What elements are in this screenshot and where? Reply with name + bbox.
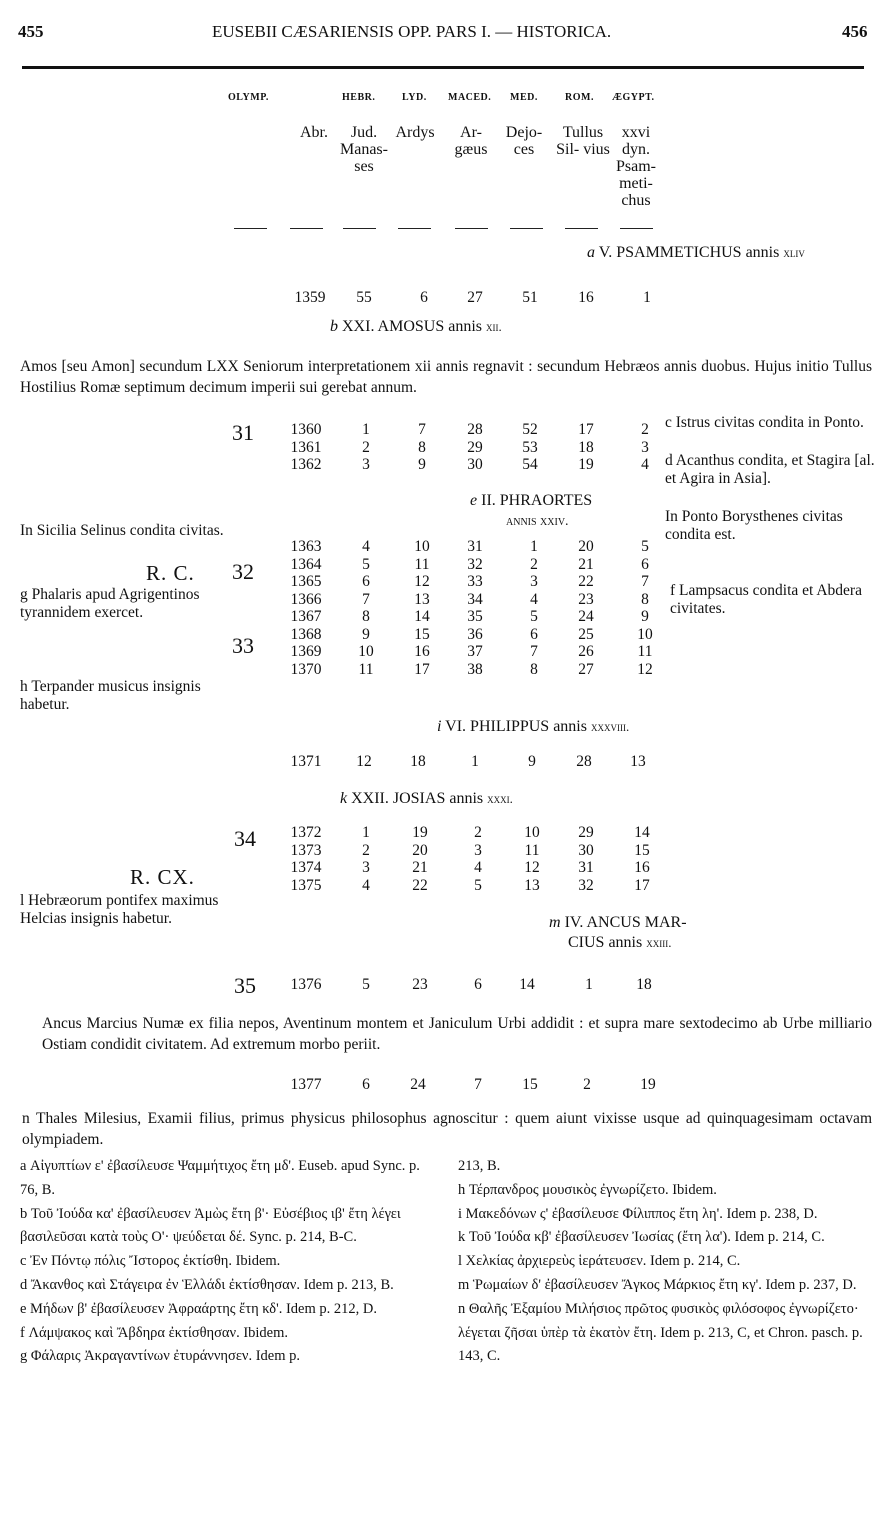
- column-head-lyd: LYD.: [402, 92, 427, 103]
- left-note-phalaris-text: g Phalaris apud Agrigentinos tyrannidem exercet.: [20, 586, 200, 621]
- paragraph-ancus: Ancus Marcius Numæ ex filia nepos, Aventinum montem et Janiculum Urbi addidit : et supra mare sextodecimo ab Urbe milliario Ostiam condidit civitatem. Ad extremum morbo periit.: [42, 1015, 872, 1053]
- footnote: d Ἄκανθος καὶ Στάγειρα ἐν Ἑλλάδι ἐκτίσθησαν. Idem p. 213, B.: [20, 1276, 394, 1293]
- footnotes-right: [458, 1155, 872, 1369]
- left-note-selinus: In Sicilia Selinus condita civitas.: [20, 522, 224, 539]
- column-ardys: 19 20 21 22: [412, 824, 428, 894]
- running-title: EUSEBII CÆSARIENSIS OPP. PARS I. — HISTORICA.: [212, 22, 612, 41]
- column-head-maced: MACED.: [448, 92, 492, 103]
- column-head-hebr: HEBR.: [342, 92, 376, 103]
- reign-years: xliv: [783, 245, 805, 260]
- table-cell: 14: [519, 976, 535, 993]
- column-rom: 29 30 31 32: [578, 824, 594, 894]
- column-maced: 31 32 33 34 35 36 37 38: [467, 538, 483, 678]
- regnum-marker: R. CX.: [130, 865, 195, 889]
- table-cell: 15: [522, 1076, 538, 1093]
- table-cell: 7: [474, 1076, 482, 1093]
- olymp-number: 34: [234, 826, 256, 851]
- note-letter: e: [470, 492, 478, 509]
- table-cell: 18: [410, 753, 426, 770]
- table-cell: 6: [362, 1076, 370, 1093]
- table-cell: 55: [356, 289, 372, 306]
- column-maced: 28 29 30: [467, 421, 483, 473]
- footnote: f Λάμψακος καὶ Ἄβδηρα ἐκτίσθησαν. Ibidem.: [20, 1324, 289, 1341]
- reign-heading-e: [470, 492, 592, 510]
- note-pontus: In Ponto Borysthenes civitas condita est.: [665, 508, 843, 543]
- note-c: c Istrus civitas condita in Ponto.: [665, 414, 864, 431]
- column-abr: 1360 1361 1362: [290, 421, 322, 473]
- reign-years: xii.: [486, 319, 502, 334]
- footnote: k Τοῦ Ἰούδα κβ' ἐβασίλευσεν Ἰωσίας (ἔτη λα'). Idem p. 214, C.: [458, 1229, 825, 1246]
- left-note-terpander: h Terpander musicus insignis habetur.: [20, 678, 201, 713]
- table-cell: 28: [576, 753, 592, 770]
- table-cell: 24: [410, 1076, 426, 1093]
- note-letter: m: [549, 914, 561, 931]
- reign-years: xxxi.: [487, 791, 513, 806]
- column-separator: [620, 228, 653, 229]
- header-rule: [22, 66, 864, 69]
- column-separator: [343, 228, 376, 229]
- regnum-marker: R. C.: [146, 561, 195, 585]
- table-cell: 1: [471, 753, 479, 770]
- column-separator: [565, 228, 598, 229]
- column-ardys: 7 8 9: [418, 421, 426, 473]
- table-cell: 51: [522, 289, 538, 306]
- page-number-left: 455: [18, 22, 44, 41]
- reign-heading-m-line2: [568, 934, 671, 952]
- sub-head-argaeus: Ar- gæus: [454, 124, 488, 158]
- footnote: a Αἰγυπτίων ε' ἐβασίλευσε Ψαμμήτιχος ἔτη μδ'. Euseb. apud Sync. p. 76, B.: [20, 1158, 420, 1198]
- olymp-number: 32: [232, 559, 254, 584]
- column-separator: [455, 228, 488, 229]
- note-f: f Lampsacus condita et Abdera civitates.: [670, 582, 862, 617]
- left-note-helcias: l Hebræorum pontifex maximus Helcias insignis habetur.: [20, 892, 219, 927]
- table-cell: 9: [528, 753, 536, 770]
- footnote: n Θαλῆς Ἐξαμίου Μιλήσιος πρῶτος φυσικὸς φιλόσοφος ἐγνωρίζετο· λέγεται ζῆσαι ὑπὲρ τὰ ἑκατὸν ἔτη. Idem p. 213, C, et Chron. pasch. p. 143, C.: [458, 1300, 863, 1365]
- column-separator: [510, 228, 543, 229]
- column-separator: [398, 228, 431, 229]
- reign-heading-k: [340, 790, 513, 808]
- reign-text: CIUS annis: [568, 934, 643, 951]
- column-head-olymp: OLYMP.: [228, 92, 269, 103]
- column-rom: 20 21 22 23 24 25 26 27: [578, 538, 594, 678]
- table-cell: 18: [636, 976, 652, 993]
- reign-years: xxiii.: [646, 935, 672, 950]
- table-cell: 16: [578, 289, 594, 306]
- table-cell: 19: [640, 1076, 656, 1093]
- sub-head-ardys: Ardys: [395, 124, 435, 141]
- reign-text: VI. PHILIPPUS annis: [445, 718, 587, 735]
- column-separator: [234, 228, 267, 229]
- table-cell: 1: [585, 976, 593, 993]
- table-cell: 6: [420, 289, 428, 306]
- paragraph-thales: n Thales Milesius, Examii filius, primus physicus philosophus agnoscitur : quem aiunt vixisse usque ad quinquagesimam octavam olympiadem.: [22, 1110, 872, 1148]
- table-cell: 23: [412, 976, 428, 993]
- table-cell: 1371: [290, 753, 322, 770]
- column-maced: 2 3 4 5: [474, 824, 482, 894]
- column-med: 52 53 54: [522, 421, 538, 473]
- footnote: c Ἐν Πόντῳ πόλις Ἴστορος ἐκτίσθη. Ibidem.: [20, 1253, 281, 1270]
- footnote: 213, B.: [458, 1158, 501, 1174]
- note-letter: a: [587, 244, 595, 261]
- reign-heading-i: [437, 718, 629, 736]
- reign-heading-m: [549, 914, 687, 932]
- paragraph-amos: Amos [seu Amon] secundum LXX Seniorum interpretationem xii annis regnavit : secundum Hebræos annis duobus. Hujus initio Tullus Hostilius Romæ septimum decimum imperii sui gerebat annum.: [20, 358, 872, 396]
- column-jud: 1 2 3 4: [362, 824, 370, 894]
- sub-head-abr: Abr.: [300, 124, 328, 141]
- reign-heading-b: [330, 318, 502, 336]
- sub-head-dejoces: Dejo- ces: [505, 124, 543, 158]
- footnotes-left: [20, 1155, 434, 1369]
- column-head-rom: ROM.: [565, 92, 594, 103]
- column-separator: [290, 228, 323, 229]
- table-cell: 27: [467, 289, 483, 306]
- table-cell: 6: [474, 976, 482, 993]
- reign-years: annis xxiv.: [506, 514, 569, 529]
- table-cell: 12: [356, 753, 372, 770]
- reign-years: xxxviii.: [590, 719, 630, 734]
- left-note-phalaris: [20, 586, 225, 622]
- olymp-number: 33: [232, 633, 254, 658]
- note-d: d Acanthus condita, et Stagira [al. et Agira in Asia].: [665, 452, 875, 487]
- footnote: m Ῥωμαίων δ' ἐβασίλευσεν Ἄγκος Μάρκιος ἔτη κγ'. Idem p. 237, D.: [458, 1276, 857, 1293]
- table-cell: 5: [362, 976, 370, 993]
- column-med: 10 11 12 13: [524, 824, 540, 894]
- column-jud: 1 2 3: [362, 421, 370, 473]
- column-head-med: MED.: [510, 92, 538, 103]
- column-aegypt: 2 3 4: [641, 421, 649, 473]
- column-head-aegypt: ÆGYPT.: [612, 92, 655, 103]
- reign-text: II. PHRAORTES: [481, 492, 593, 509]
- note-letter: b: [330, 318, 338, 335]
- sub-head-jud: Jud. Manas- ses: [340, 124, 388, 175]
- reign-text: XXI. AMOSUS annis: [342, 318, 483, 335]
- column-med: 1 2 3 4 5 6 7 8: [530, 538, 538, 678]
- footnote: l Χελκίας ἀρχιερεὺς ἱεράτευσεν. Idem p. 214, C.: [458, 1253, 741, 1270]
- reign-text: XXII. JOSIAS annis: [351, 790, 484, 807]
- column-rom: 17 18 19: [578, 421, 594, 473]
- table-cell: 1359: [294, 289, 326, 306]
- note-letter: k: [340, 790, 348, 807]
- sub-head-tullus: Tullus Sil- vius: [556, 124, 610, 158]
- footnote: e Μήδων β' ἐβασίλευσεν Ἀφραάρτης ἔτη κδ'. Idem p. 212, D.: [20, 1300, 377, 1317]
- footnote: h Τέρπανδρος μουσικὸς ἐγνωρίζετο. Ibidem.: [458, 1181, 717, 1198]
- note-letter: i: [437, 718, 442, 735]
- column-abr: 1372 1373 1374 1375: [290, 824, 322, 894]
- olympiad-number: 31: [232, 420, 254, 445]
- table-cell: 1: [643, 289, 651, 306]
- table-cell: 1376: [290, 976, 322, 993]
- reign-text: V. PSAMMETICHUS annis: [598, 244, 780, 261]
- column-abr: 1363 1364 1365 1366 1367 1368 1369 1370: [290, 538, 322, 678]
- olymp-number: 35: [234, 973, 256, 998]
- footnote: i Μακεδόνων ς' ἐβασίλευσε Φίλιππος ἔτη λη'. Idem p. 238, D.: [458, 1205, 818, 1222]
- reign-heading-a: [587, 244, 805, 262]
- table-cell: 1377: [290, 1076, 322, 1093]
- column-aegypt: 5 6 7 8 9 10 11 12: [637, 538, 653, 678]
- footnote: b Τοῦ Ἰούδα κα' ἐβασίλευσεν Ἀμὼς ἔτη β'· Εὐσέβιος ιβ' ἔτη λέγει βασιλεῦσαι κατὰ τοὺς Ο'· ψεύδεται δέ. Sync. p. 214, B-C.: [20, 1205, 401, 1246]
- reign-text: IV. ANCUS MAR-: [564, 914, 687, 931]
- footnote: g Φάλαρις Ἀκραγαντίνων ἐτυράννησεν. Idem p.: [20, 1348, 301, 1365]
- sub-head-xxvi: xxvi dyn. Psam- meti- chus: [616, 124, 656, 209]
- page-number-right: 456: [842, 22, 868, 41]
- column-jud: 4 5 6 7 8 9 10 11: [358, 538, 374, 678]
- column-aegypt: 14 15 16 17: [634, 824, 650, 894]
- column-ardys: 10 11 12 13 14 15 16 17: [414, 538, 430, 678]
- table-cell: 13: [630, 753, 646, 770]
- table-cell: 2: [583, 1076, 591, 1093]
